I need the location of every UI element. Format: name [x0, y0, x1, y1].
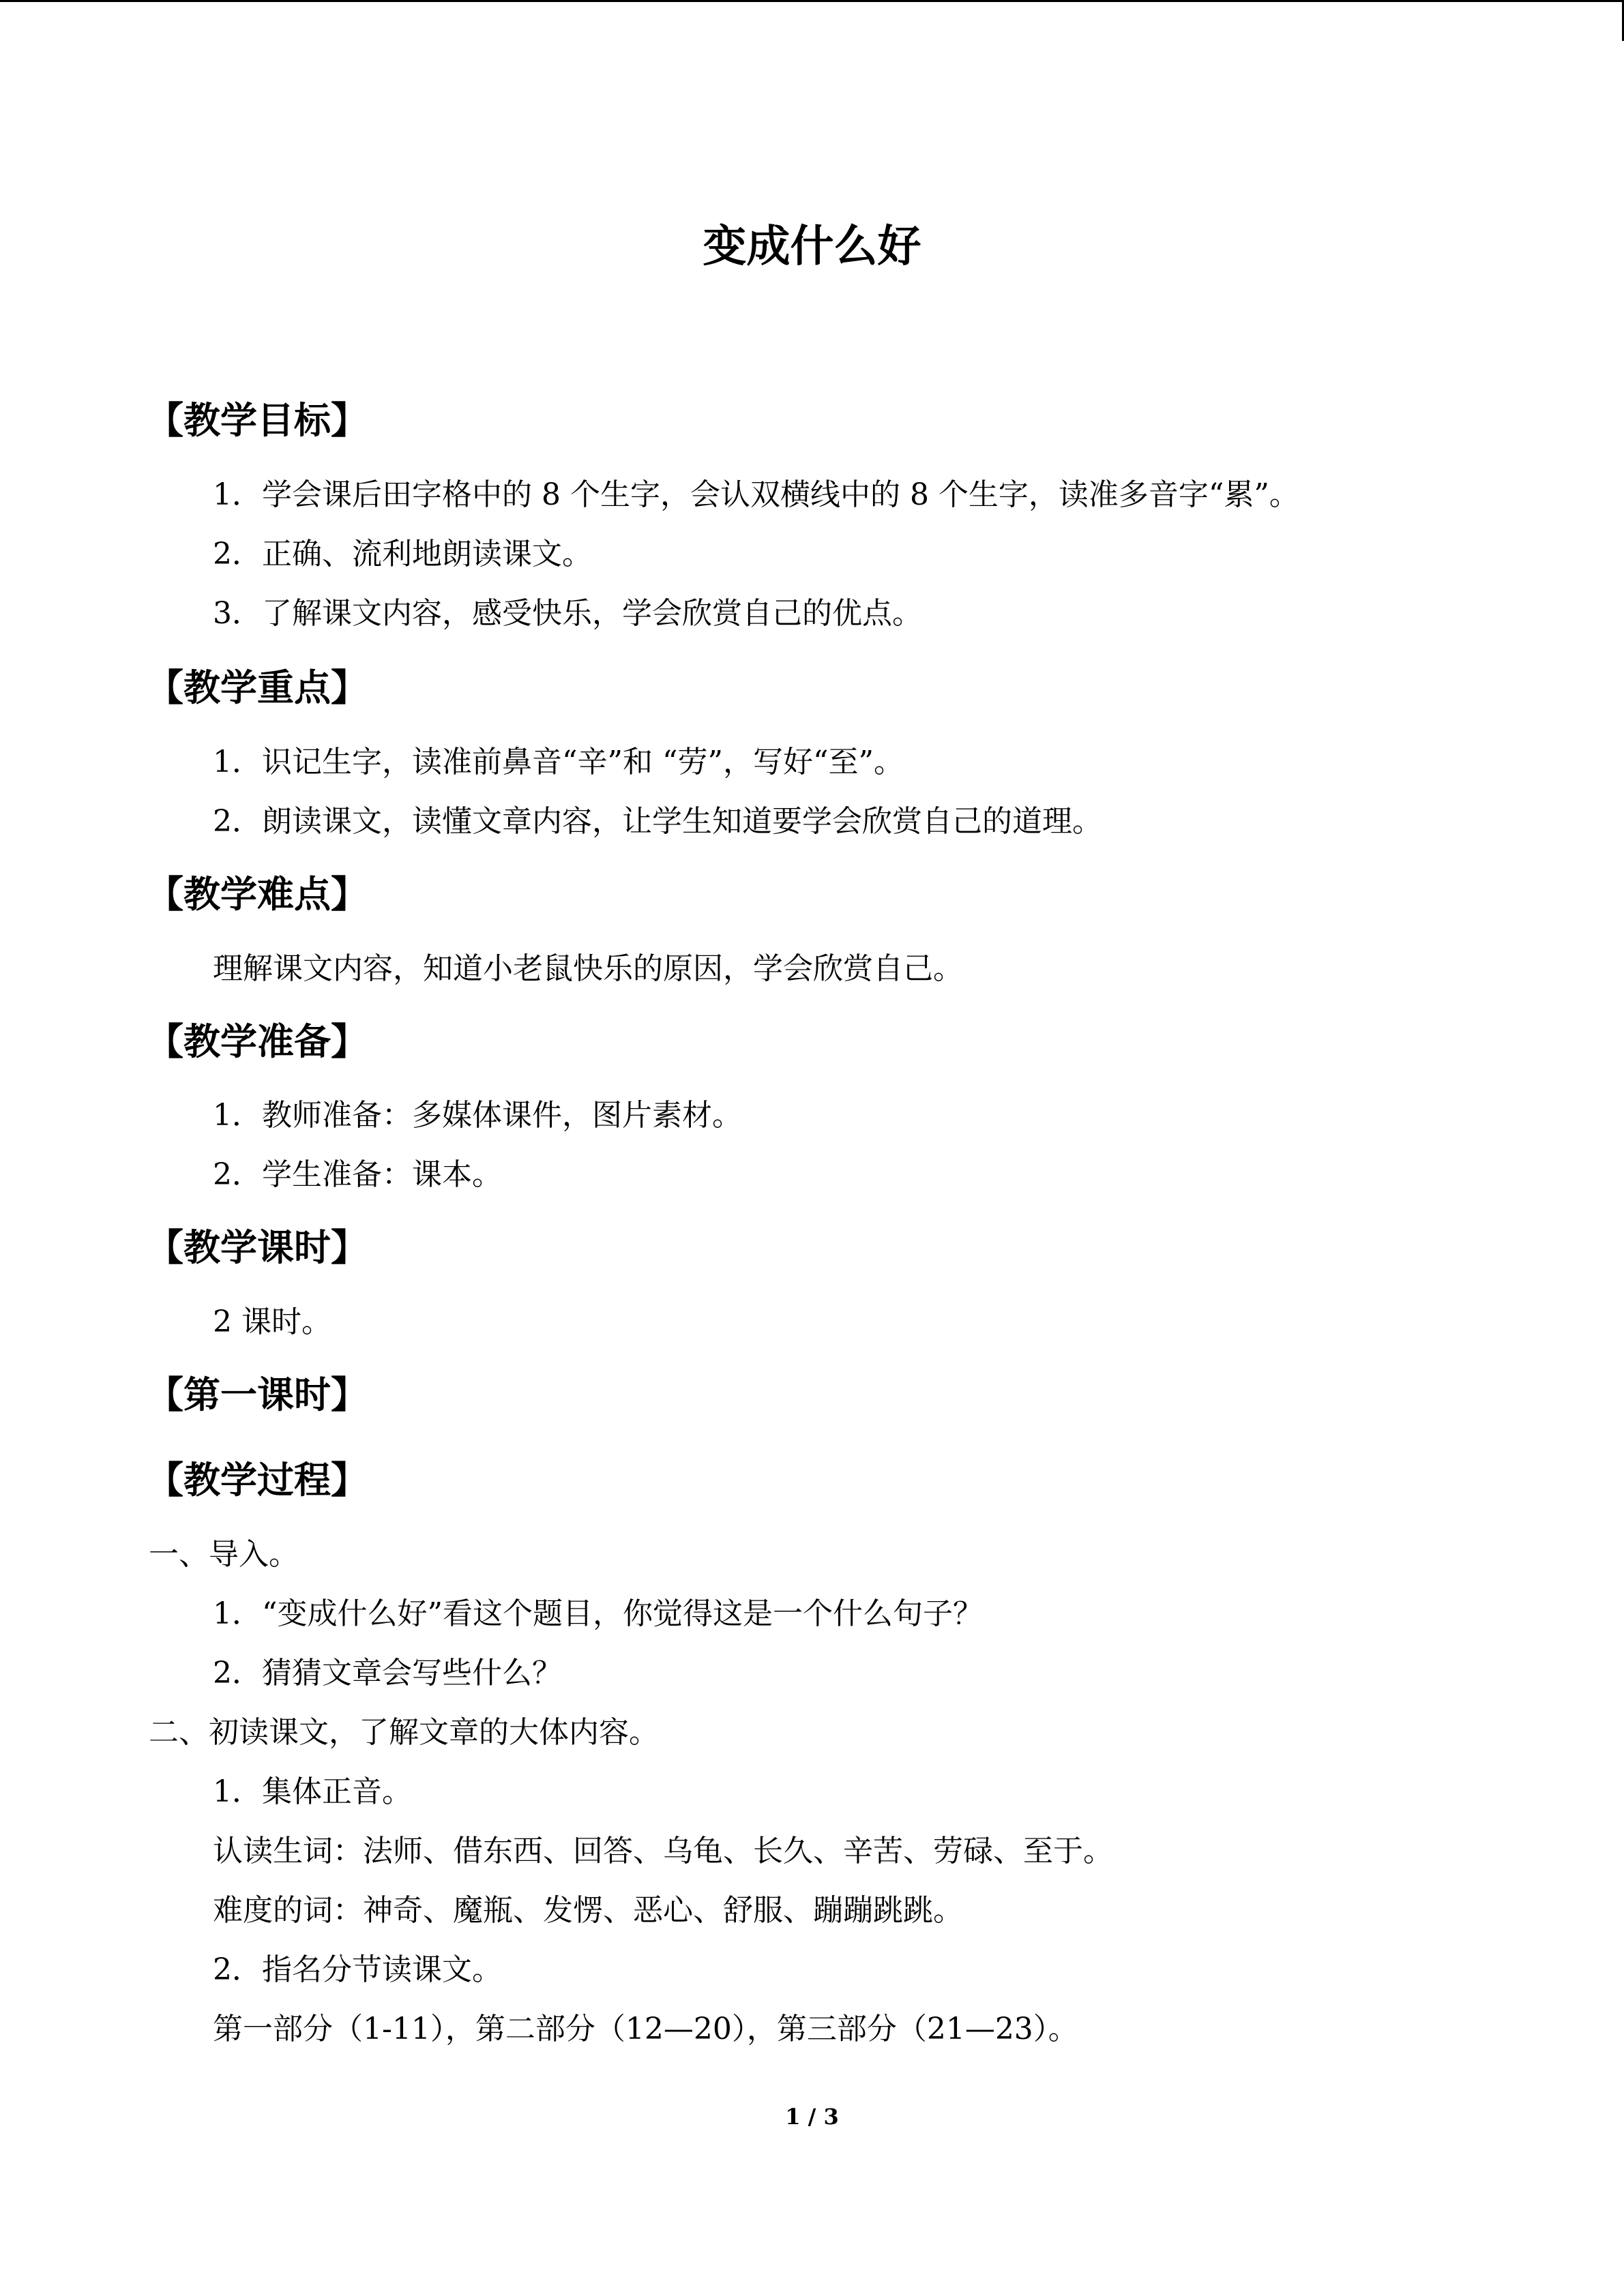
process-line-6: 认读生词：法师、借东西、回答、乌龟、长久、辛苦、劳碌、至于。 — [213, 1834, 1113, 1868]
preparation-item-1: 1．教师准备：多媒体课件，图片素材。 — [213, 1098, 742, 1133]
process-line-5: 1．集体正音。 — [213, 1774, 412, 1809]
section-heading-hours: 【教学课时】 — [147, 1226, 368, 1269]
section-heading-process: 【教学过程】 — [147, 1459, 368, 1502]
hours-item-1: 2 课时。 — [213, 1304, 331, 1339]
process-line-1: 一、导入。 — [149, 1537, 299, 1572]
process-line-7: 难度的词：神奇、魔瓶、发愣、恶心、舒服、蹦蹦跳跳。 — [213, 1893, 963, 1928]
section-heading-first-lesson: 【第一课时】 — [147, 1373, 368, 1416]
section-heading-goals: 【教学目标】 — [147, 399, 368, 442]
goal-item-1: 1．学会课后田字格中的 8 个生字，会认双横线中的 8 个生字，读准多音字“累”。 — [213, 477, 1299, 512]
section-heading-difficulties: 【教学难点】 — [147, 873, 368, 916]
key-point-item-1: 1．识记生字，读准前鼻音“辛”和 “劳”，写好“至”。 — [213, 745, 904, 779]
process-line-3: 2．猜猜文章会写些什么？ — [213, 1656, 562, 1690]
process-line-4: 二、初读课文，了解文章的大体内容。 — [149, 1715, 659, 1750]
section-heading-preparation: 【教学准备】 — [147, 1020, 368, 1063]
difficulty-item-1: 理解课文内容，知道小老鼠快乐的原因，学会欣赏自己。 — [213, 951, 963, 986]
section-heading-key-points: 【教学重点】 — [147, 666, 368, 709]
key-point-item-2: 2．朗读课文，读懂文章内容，让学生知道要学会欣赏自己的道理。 — [213, 804, 1102, 839]
top-border-line — [0, 0, 1624, 2]
process-line-8: 2．指名分节读课文。 — [213, 1952, 502, 1987]
goal-item-3: 3．了解课文内容，感受快乐，学会欣赏自己的优点。 — [213, 596, 922, 631]
process-line-2: 1．“变成什么好”看这个题目，你觉得这是一个什么句子？ — [213, 1596, 983, 1631]
preparation-item-2: 2．学生准备：课本。 — [213, 1157, 502, 1192]
document-title: 变成什么好 — [703, 222, 921, 272]
goal-item-2: 2．正确、流利地朗读课文。 — [213, 537, 592, 571]
page-number: 1 / 3 — [785, 2104, 839, 2130]
process-line-9: 第一部分（1-11），第二部分（12—20），第三部分（21—23）。 — [213, 2012, 1078, 2046]
